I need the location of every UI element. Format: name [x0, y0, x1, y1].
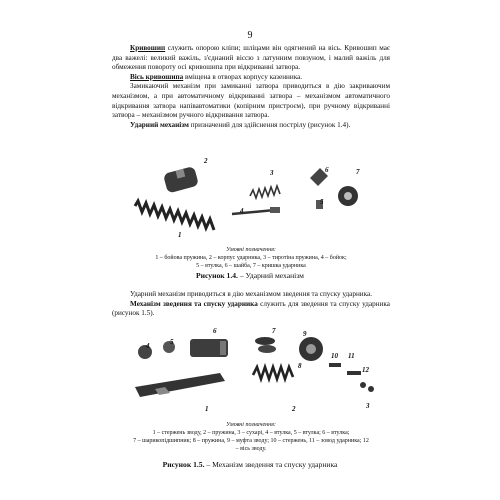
figure2-caption — [100, 460, 400, 469]
term-firing-mechanism: Ударний механізм — [130, 120, 189, 129]
fig2-label-5: 5 — [170, 338, 174, 346]
fig2-label-10: 10 — [331, 352, 338, 360]
fig2-label-9: 9 — [303, 330, 307, 338]
fig2-label-8: 8 — [298, 362, 302, 370]
fig1-label-2: 2 — [204, 157, 208, 165]
figure-cocking-mechanism — [125, 327, 385, 419]
text-block-top — [112, 44, 390, 130]
legend-title: Умовні позначення: — [226, 422, 276, 428]
fig2-label-3: 3 — [366, 402, 370, 410]
paragraph-kryvoshyp — [112, 44, 390, 73]
cocking-rod-illustration — [135, 373, 225, 397]
legend-line: – вісь зводу. — [235, 446, 267, 452]
figure1-legend — [112, 246, 390, 270]
fig1-label-7: 7 — [356, 168, 360, 176]
legend-line: 7 – шарикопідшипник; 8 – пружина, 9 – муфта зводу; 10 – стержень, 11 – зовод ударника; 12 — [133, 438, 369, 444]
fig1-label-6: 6 — [325, 166, 329, 174]
paragraph-text: служить опорою кліпи; шліцами він одягнений на вісь. Кривошип має два важелі: великий важіль, з'єднаний віссю з латунним повзуном, і малий важіль для обмеження повороту осі кривошипа при відкриванні затвора. — [112, 44, 390, 72]
caption-text: – Ударний механізм — [237, 271, 304, 280]
figure-firing-mechanism — [120, 156, 380, 244]
paragraph-text: призначений для здійснення пострілу (рисунок 1.4). — [188, 120, 351, 129]
text-block-middle — [112, 290, 390, 319]
legend-line: 1 – стержень зводу, 2 – пружина, 3 – сухарі, 4 – втулка, 5 – втулка; 6 – втулка; — [152, 430, 350, 436]
bearing-illustration — [255, 337, 276, 353]
spring-illustration — [253, 367, 293, 379]
paragraph-firing — [112, 121, 390, 131]
fig2-label-11: 11 — [348, 352, 355, 360]
fig1-label-1: 1 — [178, 231, 182, 239]
paragraph-cocking-mechanism — [112, 300, 390, 319]
bushing-illustration — [190, 339, 228, 357]
paragraph-locking: Замикаючий механізм при замиканні затвора приводиться в дію закриваючим механізмом, а при автоматичному відкриванні затвора – механізмом автоматичного відкривання затвора напівавтоматики (копірним пристроєм), при ручному відкриванні затвора – механізмом ручного відкривання затвора. — [112, 82, 390, 120]
cocking-clutch-illustration — [299, 337, 323, 361]
fig1-label-5: 5 — [320, 198, 324, 206]
mainspring-illustration — [135, 201, 214, 230]
term-kryvoshyp: Кривошип — [130, 44, 166, 52]
striker-spring-illustration — [250, 186, 280, 198]
caption-number: Рисунок 1.5. — [162, 460, 205, 469]
term-cocking-mechanism: Механізм зведення та спуску ударника — [130, 299, 258, 308]
fig2-label-6: 6 — [213, 327, 217, 335]
page-number: 9 — [247, 30, 253, 41]
fig1-label-4: 4 — [240, 207, 244, 215]
striker-cap-illustration — [338, 186, 358, 206]
fig2-label-7: 7 — [272, 327, 276, 335]
term-axis: Вісь кривошипа — [130, 72, 184, 81]
fig2-label-1: 1 — [205, 405, 209, 413]
paragraph-text: служить для зведення та спуску ударника (рисунок 1.5). — [112, 299, 390, 318]
paragraph-axis — [112, 73, 390, 83]
paragraph-text: вміщена в отворах корпусу казенника. — [183, 72, 303, 81]
caption-text: – Механізм зведення та спуску ударника — [204, 460, 338, 469]
figure1-caption — [100, 271, 400, 280]
legend-line: 5 – втулка, 6 – шайба, 7 – кришка ударника — [196, 263, 306, 269]
caption-number: Рисунок 1.4. — [196, 271, 238, 280]
striker-body-illustration — [163, 166, 199, 194]
figure2-legend — [112, 421, 390, 453]
fig1-label-3: 3 — [270, 169, 274, 177]
paragraph-cocking: Ударний механізм приводиться в дію механізмом зведення та спуску ударника. — [130, 290, 373, 298]
fig2-label-12: 12 — [362, 366, 369, 374]
legend-title: Умовні позначення: — [226, 247, 276, 253]
fig2-label-2: 2 — [292, 405, 296, 413]
fig2-label-4: 4 — [146, 342, 150, 350]
legend-line: 1 – бойова пружина, 2 – корпус ударника, 3 – тиротіна пружина, 4 – бойок; — [155, 255, 347, 261]
